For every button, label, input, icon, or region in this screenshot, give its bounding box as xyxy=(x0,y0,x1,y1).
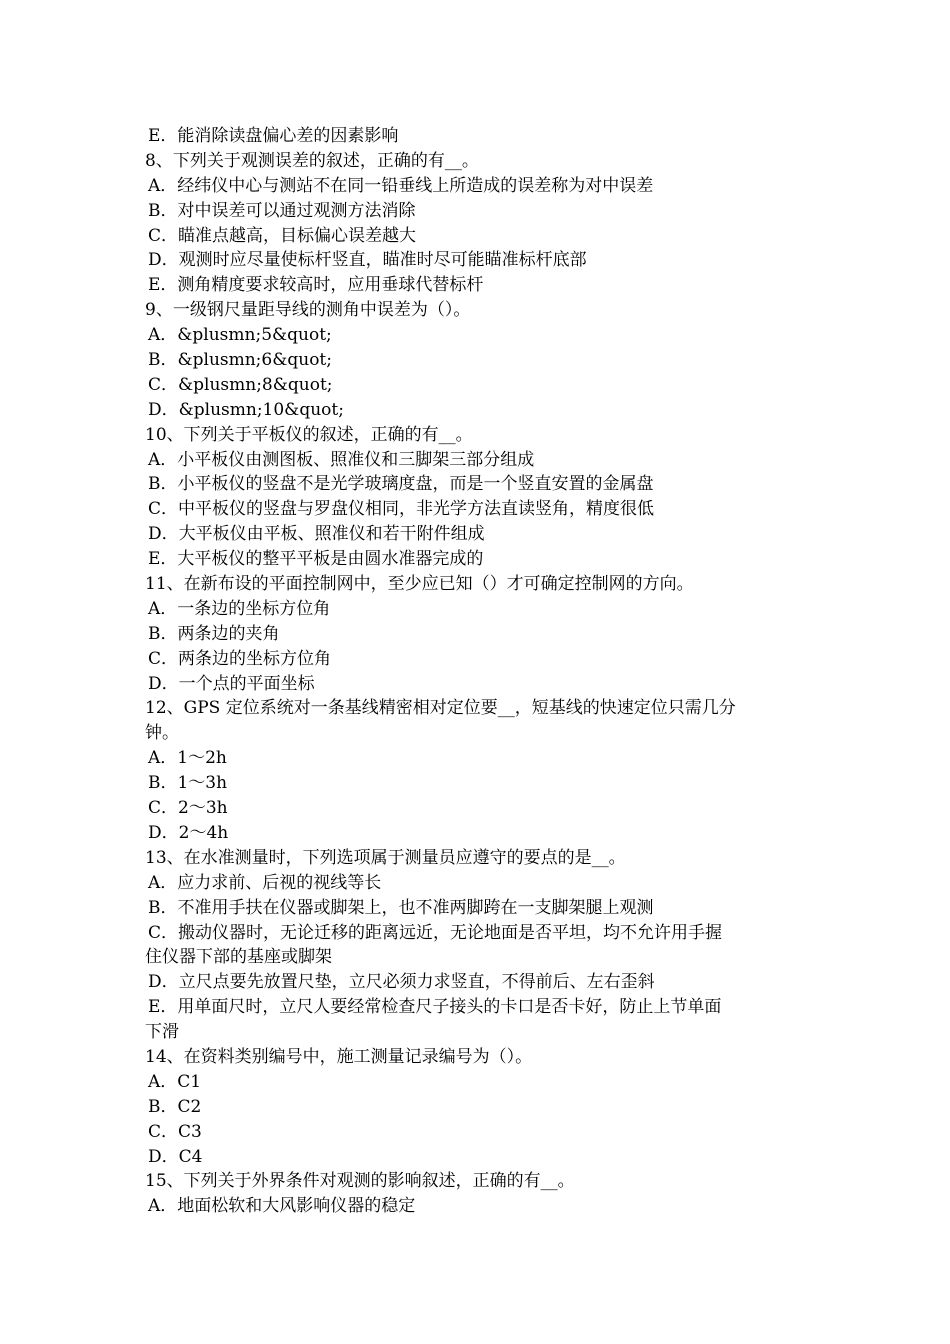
answer-option: C．&plusmn;8&quot; xyxy=(148,374,333,395)
answer-option: B．对中误差可以通过观测方法消除 xyxy=(148,200,416,221)
answer-option: C．两条边的坐标方位角 xyxy=(148,648,332,669)
question-text: 14、在资料类别编号中，施工测量记录编号为（）。 xyxy=(145,1046,533,1067)
answer-option: C．中平板仪的竖盘与罗盘仪相同，非光学方法直读竖角，精度很低 xyxy=(148,499,655,520)
answer-option: B．1～3h xyxy=(148,773,228,794)
answer-option: C．瞄准点越高，目标偏心误差越大 xyxy=(148,225,417,246)
answer-option: D．观测时应尽量使标杆竖直，瞄准时尽可能瞄准标杆底部 xyxy=(148,250,587,271)
answer-option: B．&plusmn;6&quot; xyxy=(148,350,332,371)
answer-option: D．大平板仪由平板、照准仪和若干附件组成 xyxy=(148,524,485,545)
answer-option: A．小平板仪由测图板、照准仪和三脚架三部分组成 xyxy=(148,449,535,470)
answer-option: A．&plusmn;5&quot; xyxy=(148,325,332,346)
answer-option: A．C1 xyxy=(148,1071,202,1092)
answer-option: D．&plusmn;10&quot; xyxy=(148,399,344,420)
question-text: 住仪器下部的基座或脚架 xyxy=(145,947,332,968)
answer-option: E．能消除读盘偏心差的因素影响 xyxy=(148,126,399,146)
answer-option: B．两条边的夹角 xyxy=(148,623,280,644)
answer-option: C．C3 xyxy=(148,1121,202,1142)
answer-option: E．用单面尺时，立尺人要经常检查尺子接头的卡口是否卡好，防止上节单面 xyxy=(148,997,722,1018)
question-text: 11、在新布设的平面控制网中，至少应已知（）才可确定控制网的方向。 xyxy=(145,574,694,595)
answer-option: A．应力求前、后视的视线等长 xyxy=(148,872,382,893)
answer-option: B．小平板仪的竖盘不是光学玻璃度盘，而是一个竖直安置的金属盘 xyxy=(148,474,654,495)
answer-option: C．搬动仪器时，无论迁移的距离远近，无论地面是否平坦，均不允许用手握 xyxy=(148,922,723,943)
answer-option: E．测角精度要求较高时，应用垂球代替标杆 xyxy=(148,275,484,296)
answer-option: D．一个点的平面坐标 xyxy=(148,673,315,694)
question-text: 9、一级钢尺量距导线的测角中误差为（）。 xyxy=(145,300,471,321)
question-text: 15、下列关于外界条件对观测的影响叙述，正确的有__。 xyxy=(145,1171,575,1192)
question-text: 钟。 xyxy=(145,723,179,744)
answer-option: A．地面松软和大风影响仪器的稳定 xyxy=(148,1196,416,1217)
answer-option: D．C4 xyxy=(148,1146,203,1167)
answer-option: D．2～4h xyxy=(148,822,229,843)
question-text: 13、在水准测量时，下列选项属于测量员应遵守的要点的是__。 xyxy=(145,847,626,868)
answer-option: A．经纬仪中心与测站不在同一铅垂线上所造成的误差称为对中误差 xyxy=(148,175,654,196)
answer-option: B．C2 xyxy=(148,1096,202,1117)
answer-option: D．立尺点要先放置尺垫，立尺必须力求竖直，不得前后、左右歪斜 xyxy=(148,972,655,993)
question-text: 12、GPS 定位系统对一条基线精密相对定位要__，短基线的快速定位只需几分 xyxy=(145,698,736,719)
document-body xyxy=(145,124,809,1219)
question-text: 下滑 xyxy=(145,1022,179,1043)
question-text: 8、下列关于观测误差的叙述，正确的有__。 xyxy=(145,150,479,171)
answer-option: A．一条边的坐标方位角 xyxy=(148,598,331,619)
answer-option: B．不准用手扶在仪器或脚架上，也不准两脚跨在一支脚架腿上观测 xyxy=(148,897,654,918)
answer-option: E．大平板仪的整平平板是由圆水准器完成的 xyxy=(148,549,484,570)
question-text: 10、下列关于平板仪的叙述，正确的有__。 xyxy=(145,424,473,445)
answer-option: C．2～3h xyxy=(148,798,228,819)
answer-option: A．1～2h xyxy=(148,748,227,769)
